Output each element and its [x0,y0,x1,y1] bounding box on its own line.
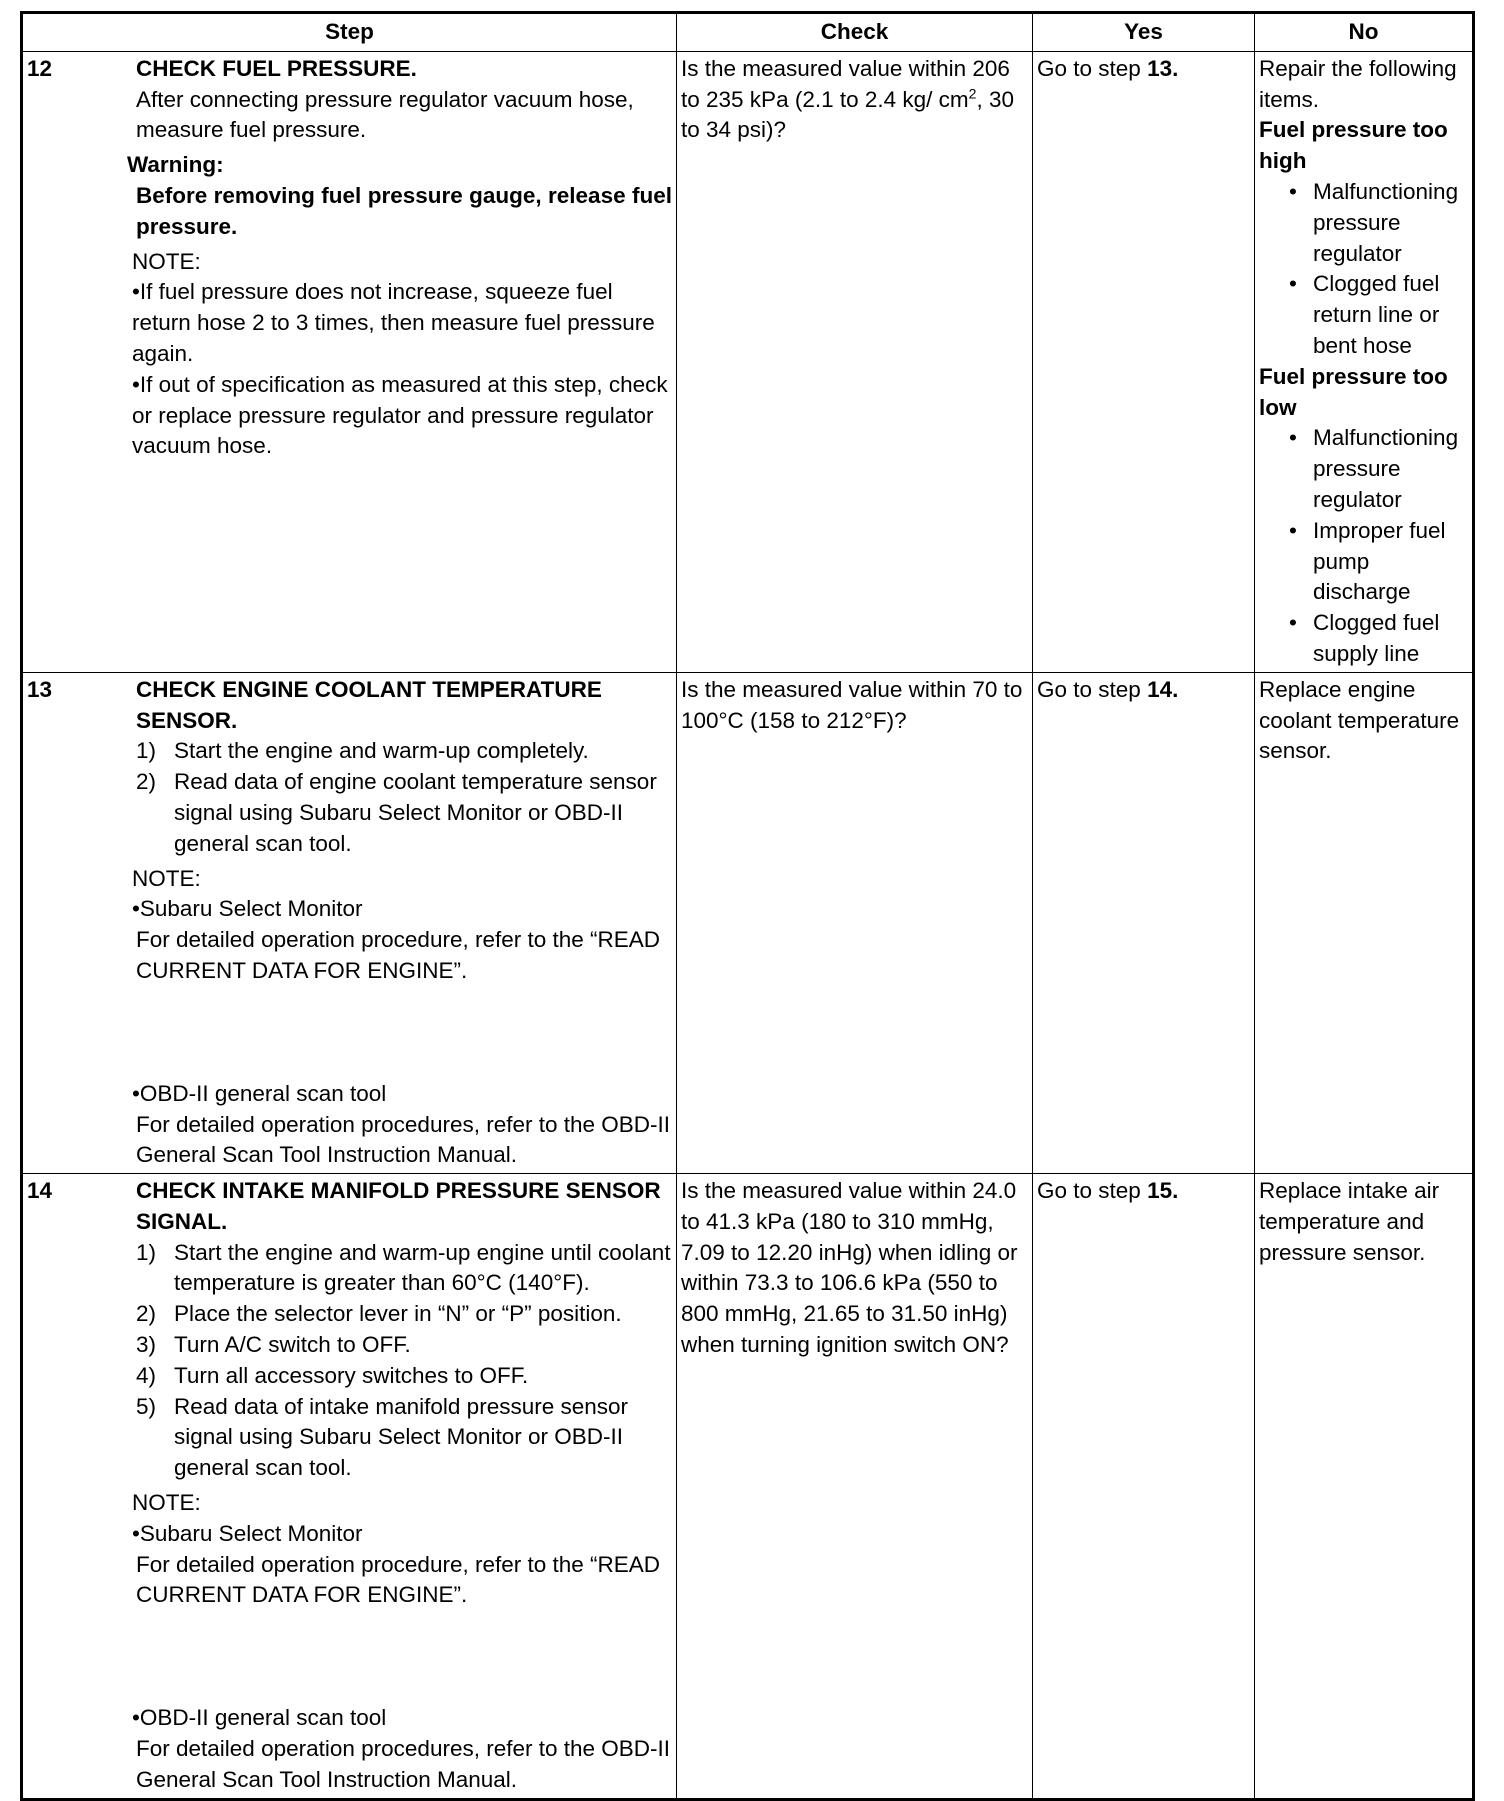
note-label: NOTE: [132,248,201,274]
header-step: Step [22,13,677,52]
check-text: Is the measured value within 206 to 235 kPa (2.1 to 2.4 kg/ cm [681,55,1010,112]
step-cell [22,51,677,672]
check-cell: Is the measured value within 70 to 100°C (158 to 212°F)? [677,672,1033,1173]
step-title: CHECK FUEL PRESSURE. [136,55,417,81]
table-header-row [22,13,1474,52]
step-intro: After connecting pressure regulator vacuum hose, measure fuel pressure. [136,86,634,143]
note-detail: For detailed operation procedures, refer to the OBD-II General Scan Tool Instruction Manual. [136,1111,671,1168]
no-cell: Replace intake air temperature and pressure sensor. [1255,1174,1474,1800]
yes-step-ref: 15. [1147,1178,1179,1204]
yes-step-ref: 14. [1147,676,1179,702]
procedure-list [136,1238,672,1484]
yes-cell [1033,51,1255,672]
step-cell [22,672,677,1173]
header-no: No [1255,13,1474,52]
table-row-step-14 [22,1174,1474,1800]
note-item: •OBD-II general scan tool [132,1080,387,1106]
check-cell: Is the measured value within 24.0 to 41.3 kPa (180 to 310 mmHg, 7.09 to 12.20 inHg) when idling or within 73.3 to 106.6 kPa (550 to 800 mmHg, 21.65 to 31.50 inHg) when turning ignition switch ON? [677,1174,1033,1800]
yes-prefix: Go to step [1037,55,1148,81]
procedure-step: 1) Start the engine and warm-up engine until coolant temperature is greater than 60°C (140°F). [136,1239,671,1296]
step-title: CHECK ENGINE COOLANT TEMPERATURE SENSOR. [136,676,602,733]
procedure-list [136,736,672,859]
note-item: •If fuel pressure does not increase, squeeze fuel return hose 2 to 3 times, then measure fuel pressure again. [132,279,655,366]
warning-text: Before removing fuel pressure gauge, release fuel pressure. [136,182,672,239]
header-yes: Yes [1033,13,1255,52]
table-row-step-12 [22,51,1474,672]
no-cell: Replace engine coolant temperature sensor. [1255,672,1474,1173]
yes-prefix: Go to step [1037,1178,1148,1204]
procedure-step: 5) Read data of intake manifold pressure sensor signal using Subaru Select Monitor or OBD-II general scan tool. [136,1393,629,1481]
no-bullet-item: • Clogged fuel return line or bent hose [1289,271,1440,358]
note-item: •OBD-II general scan tool [132,1705,387,1731]
no-bullet-item: • Malfunctioning pressure regulator [1289,178,1459,266]
check-text-end: , 30 to 34 psi)? [681,86,1014,143]
procedure-step: 1) Start the engine and warm-up completely. [136,738,589,764]
step-cell [22,1174,677,1800]
note-detail: For detailed operation procedure, refer to the “READ CURRENT DATA FOR ENGINE”. [136,1551,661,1608]
no-bullet-item: • Malfunctioning pressure regulator [1289,425,1459,512]
note-item: •If out of specification as measured at this step, check or replace pressure regulator and pressure regulator vacuum hose. [132,371,668,459]
procedure-step: 4) Turn all accessory switches to OFF. [136,1362,529,1388]
yes-cell [1033,672,1255,1173]
note-item: •Subaru Select Monitor [132,896,363,922]
no-group-heading: Fuel pressure too low [1259,363,1448,420]
no-bullet-item: • Clogged fuel supply line [1289,610,1440,666]
check-cell [677,51,1033,672]
diagnostic-table [20,11,1475,1801]
no-cell [1255,51,1474,672]
no-group-heading: Fuel pressure too high [1259,117,1448,174]
note-label: NOTE: [132,1490,201,1516]
note-detail: For detailed operation procedure, refer to the “READ CURRENT DATA FOR ENGINE”. [136,927,661,983]
yes-cell [1033,1174,1255,1800]
procedure-step: 3) Turn A/C switch to OFF. [136,1332,411,1358]
step-number: 12 [27,55,53,81]
step-title: CHECK INTAKE MANIFOLD PRESSURE SENSOR SIGNAL. [136,1178,661,1234]
table-row-step-13 [22,672,1474,1173]
no-intro: Repair the following items. [1259,55,1457,112]
note-detail: For detailed operation procedures, refer to the OBD-II General Scan Tool Instruction Manual. [136,1736,671,1792]
step-number: 14 [27,1178,53,1204]
procedure-step: 2) Place the selector lever in “N” or “P” position. [136,1301,622,1327]
procedure-step: 2) Read data of engine coolant temperature sensor signal using Subaru Select Monitor or OBD-II general scan tool. [136,769,657,856]
header-check: Check [677,13,1033,52]
note-label: NOTE: [132,865,201,891]
warning-label: Warning: [127,152,224,178]
check-superscript: 2 [968,85,977,102]
note-item: •Subaru Select Monitor [132,1520,363,1546]
step-number: 13 [27,676,53,702]
yes-step-ref: 13. [1147,55,1179,81]
no-bullet-item: • Improper fuel pump discharge [1289,517,1446,605]
yes-prefix: Go to step [1037,676,1148,702]
